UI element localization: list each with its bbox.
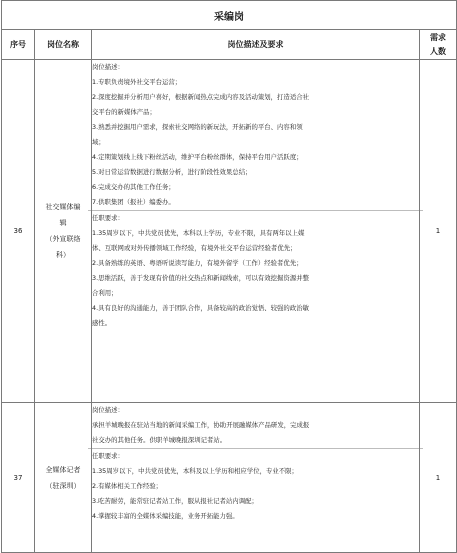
desc-line: 3.熟悉并挖掘用户需求，探索社交网络的新玩法，开拓新的平台、内容和领 bbox=[92, 123, 303, 131]
row-count: 1 bbox=[420, 60, 457, 403]
desc-line: 1.专职负责境外社交平台运营； bbox=[92, 78, 182, 86]
desc-line: 4.定期策划线上线下粉丝活动，维护平台粉丝群体，保持平台用户活跃度； bbox=[92, 153, 303, 161]
header-need bbox=[420, 30, 457, 60]
section-title: 采编岗 bbox=[2, 1, 457, 30]
desc-line: 5.对日常运营数据进行数据分析，进行阶段性效果总结； bbox=[92, 168, 252, 176]
table-row bbox=[2, 403, 457, 553]
desc-line: 任职要求： bbox=[88, 448, 423, 464]
header-seq: 序号 bbox=[2, 30, 35, 60]
row-description bbox=[92, 60, 420, 403]
desc-line: 4.具有良好的沟通能力，善于团队合作，具备较高的政治觉悟、较强的政治敏 bbox=[92, 304, 309, 312]
name-line: 辑 bbox=[59, 219, 67, 227]
row-seq: 37 bbox=[2, 403, 35, 553]
desc-line: 交平台的新媒体产品； bbox=[92, 108, 156, 116]
desc-line: 2.深度挖掘并分析用户喜好，根据新闻热点完成内容及活动策划，打造适合社 bbox=[92, 93, 309, 101]
desc-line: 域； bbox=[92, 138, 105, 146]
desc-line: 承担羊城晚报在驻站当地的新闻采编工作，协助开展融媒体产品研发，完成报 bbox=[92, 421, 310, 429]
desc-line: 岗位描述： bbox=[92, 63, 124, 71]
desc-line: 社交办的其他任务。供职羊城晚报深圳记者站。 bbox=[92, 436, 227, 444]
desc-line: 7.供职集团（报社）编委办。 bbox=[92, 198, 175, 206]
row-count: 1 bbox=[420, 403, 457, 553]
desc-line: 体、互联网或对外传播领域工作经验，有境外社交平台运营经验者优先； bbox=[92, 244, 297, 252]
header-need-line2: 人数 bbox=[430, 47, 446, 56]
name-line: 科） bbox=[56, 251, 70, 259]
desc-line: 4.掌握较丰富的全媒体采编技能，业务开拓能力强。 bbox=[92, 512, 239, 520]
row-description bbox=[92, 403, 420, 553]
desc-line: 感性。 bbox=[92, 319, 112, 327]
header-description: 岗位描述及要求 bbox=[92, 30, 420, 60]
desc-line: 合利用； bbox=[92, 289, 118, 297]
name-line: （驻深圳） bbox=[45, 481, 81, 490]
desc-line: 1.35周岁以下，中共党员优先，本科及以上学历和相应学位，专业不限； bbox=[92, 467, 298, 475]
job-table-sheet bbox=[1, 0, 456, 546]
row-position-name bbox=[35, 60, 92, 403]
name-line: （外宣联络 bbox=[45, 235, 81, 243]
name-line: 全媒体记者 bbox=[45, 465, 81, 474]
header-position: 岗位名称 bbox=[35, 30, 92, 60]
desc-line: 3.思维活跃，善于发现有价值的社交热点和新闻线索，可以有效挖掘资源并整 bbox=[92, 274, 309, 282]
row-position-name bbox=[35, 403, 92, 553]
desc-line: 任职要求： bbox=[88, 210, 423, 226]
desc-line: 岗位描述： bbox=[92, 406, 124, 414]
job-table bbox=[1, 0, 457, 553]
desc-line: 6.完成交办的其他工作任务； bbox=[92, 183, 175, 191]
header-need-line1: 需求 bbox=[430, 33, 446, 42]
desc-line: 1.35周岁以下，中共党员优先，本科以上学历，专业不限，具有两年以上媒 bbox=[92, 229, 305, 237]
header-row bbox=[2, 30, 457, 60]
table-row bbox=[2, 60, 457, 403]
desc-line: 2.具备熟练的英语、粤语听说读写能力，有境外留学（工作）经验者优先； bbox=[92, 259, 303, 267]
row-seq: 36 bbox=[2, 60, 35, 403]
desc-line: 3.吃苦耐劳，能常驻记者站工作，服从报社记者站内调配； bbox=[92, 497, 258, 505]
name-line: 社交媒体编 bbox=[45, 203, 81, 211]
desc-line: 2.有媒体相关工作经验； bbox=[92, 482, 163, 490]
